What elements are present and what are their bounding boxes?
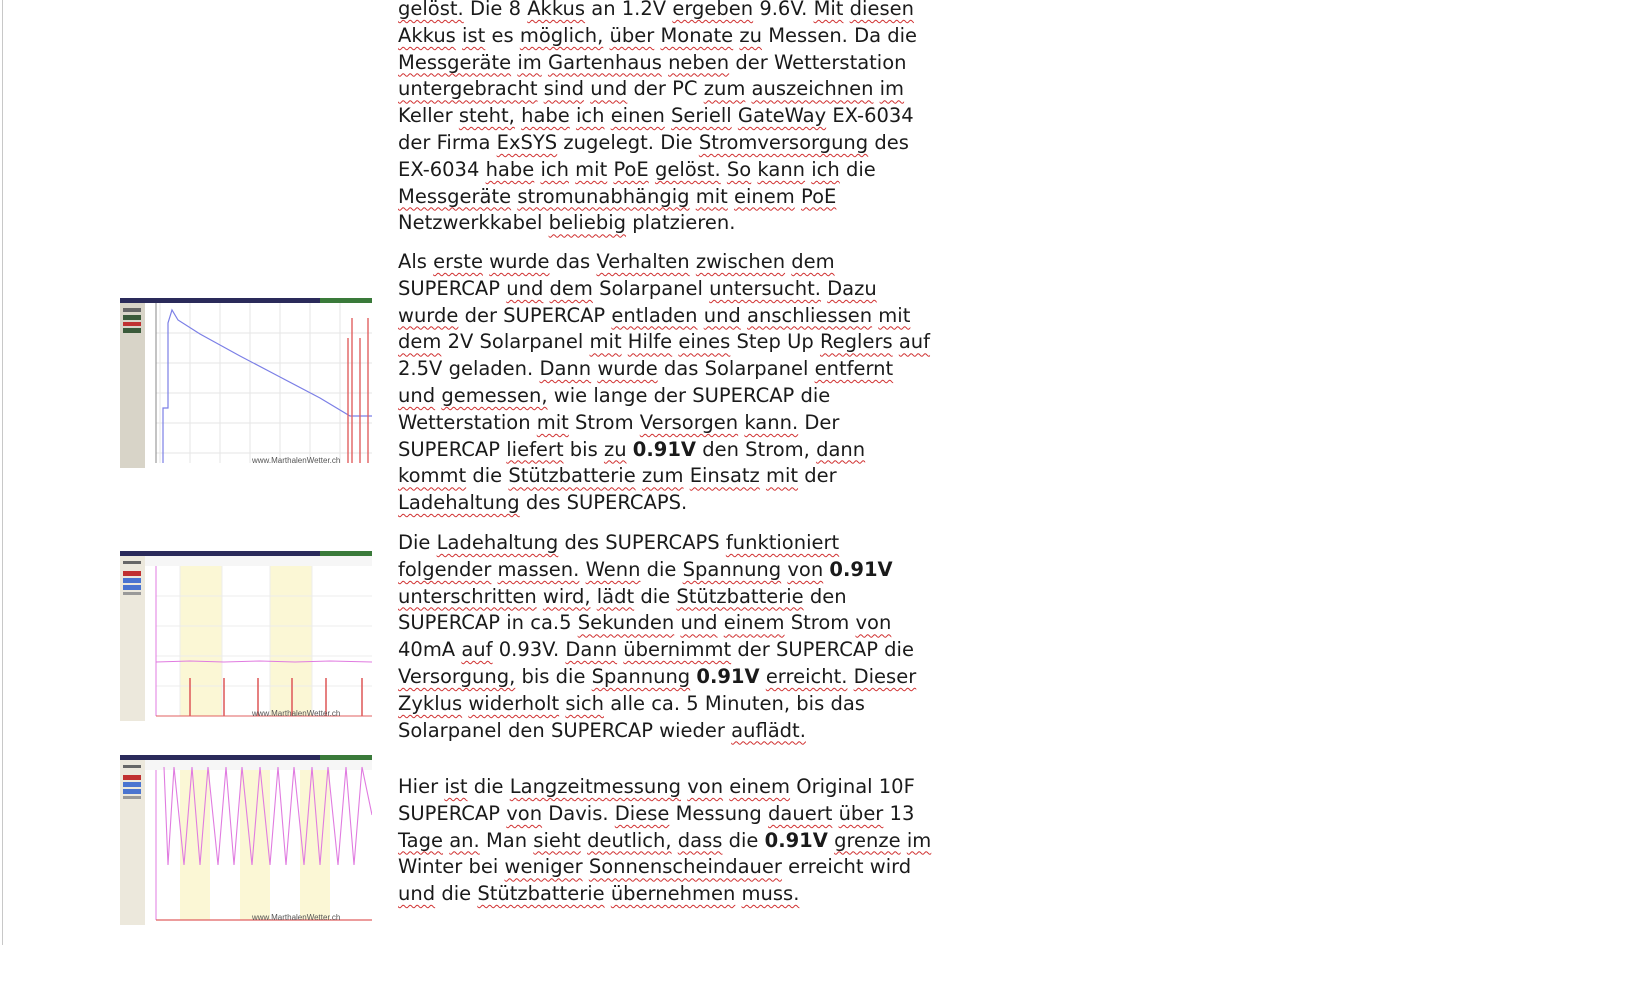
paragraph-supercap-solarpanel (398, 249, 931, 517)
text-line: wurde der SUPERCAP entladen und anschliessen mit (398, 303, 911, 327)
text-line: 40mA auf 0.93V. Dann übernimmt der SUPERCAP die (398, 638, 914, 662)
text-line: Winter bei weniger Sonnenscheindauer erreicht wird (398, 855, 912, 879)
text-line: Wetterstation mit Strom Versorgen kann. Der (398, 410, 840, 434)
page-edge (2, 0, 3, 945)
paragraph-akkus (398, 0, 918, 237)
figure-discharge-chart (120, 298, 372, 468)
text-line: SUPERCAP und dem Solarpanel untersucht. Dazu (398, 276, 877, 300)
text-line: der Firma ExSYS zugelegt. Die Stromversorgung des (398, 130, 909, 154)
text-line: Messgeräte im Gartenhaus neben der Wetterstation (398, 50, 907, 74)
figure-watermark: www.MarthalenWetter.ch (252, 456, 341, 465)
text-line: Netzwerkkabel beliebig platzieren. (398, 211, 736, 235)
text-line: Akkus ist es möglich, über Monate zu Messen. Da die (398, 23, 918, 47)
text-line: Solarpanel den SUPERCAP wieder auflädt. (398, 718, 806, 742)
text-line: folgender massen. Wenn die Spannung von 0.91V (398, 557, 893, 581)
text-line: Zyklus widerholt sich alle ca. 5 Minuten, bis das (398, 691, 865, 715)
text-line: SUPERCAP in ca.5 Sekunden und einem Strom von (398, 611, 892, 635)
langzeit-chart-image (120, 755, 372, 925)
text-line: und gemessen, wie lange der SUPERCAP die (398, 383, 831, 407)
text-line: Messgeräte stromunabhängig mit einem PoE (398, 184, 837, 208)
figure-ladehaltung-chart (120, 551, 372, 721)
text-line: Ladehaltung des SUPERCAPS. (398, 491, 688, 515)
figure-watermark: www.MarthalenWetter.ch (252, 709, 341, 718)
text-line: SUPERCAP liefert bis zu 0.91V den Strom, dann (398, 437, 866, 461)
text-line: Als erste wurde das Verhalten zwischen dem (398, 250, 835, 273)
text-line: und die Stützbatterie übernehmen muss. (398, 882, 800, 906)
text-line: Versorgung, bis die Spannung 0.91V erreicht. Dieser (398, 664, 917, 688)
figure-watermark: www.MarthalenWetter.ch (252, 913, 341, 922)
text-line: EX-6034 habe ich mit PoE gelöst. So kann ich die (398, 157, 876, 181)
paragraph-ladehaltung (398, 530, 917, 744)
text-line: Die Ladehaltung des SUPERCAPS funktioniert (398, 531, 840, 554)
text-line: Keller steht, habe ich einen Seriell GateWay EX-6034 (398, 104, 914, 128)
text-line: untergebracht sind und der PC zum auszeichnen im (398, 77, 905, 101)
text-line: dem 2V Solarpanel mit Hilfe eines Step Up Reglers auf (398, 330, 931, 354)
discharge-chart-image (120, 298, 372, 468)
text-line: SUPERCAP von Davis. Diese Messung dauert über 13 (398, 801, 915, 825)
text-line: Hier ist die Langzeitmessung von einem Original 10F (398, 775, 915, 798)
text-line: gelöst. Die 8 Akkus an 1.2V ergeben 9.6V. Mit diesen (398, 0, 914, 20)
text-line: unterschritten wird, lädt die Stützbatterie den (398, 584, 847, 608)
figure-langzeit-chart (120, 755, 372, 925)
text-line: Tage an. Man sieht deutlich, dass die 0.91V grenze im (398, 828, 932, 852)
paragraph-langzeitmessung (398, 774, 932, 908)
text-line: kommt die Stützbatterie zum Einsatz mit der (398, 464, 837, 488)
ladehaltung-chart-image (120, 551, 372, 721)
text-line: 2.5V geladen. Dann wurde das Solarpanel entfernt (398, 357, 894, 381)
